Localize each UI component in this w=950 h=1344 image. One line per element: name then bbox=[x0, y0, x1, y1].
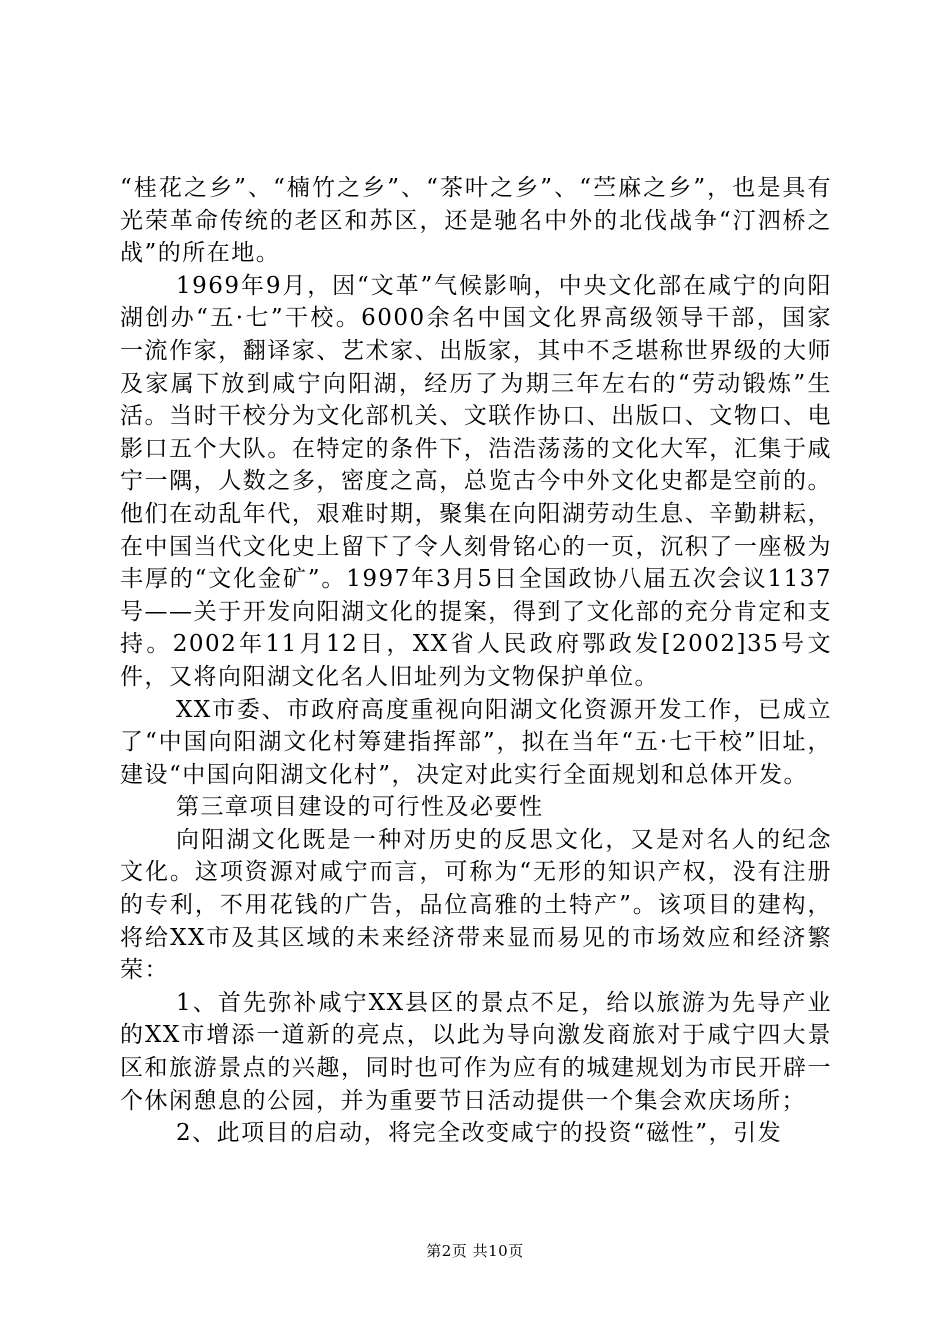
list-item-1: 1、首先弥补咸宁XX县区的景点不足，给以旅游为先导产业的XX市增添一道新的亮点，以此为导向激发商旅对于咸宁四大景区和旅游景点的兴趣，同时也可作为应有的城建规划为市民开辟一个休闲憩息的公园，并为重要节日活动提供一个集会欢庆场所； bbox=[120, 989, 832, 1114]
document-body bbox=[120, 172, 832, 1150]
chapter-heading: 第三章项目建设的可行性及必要性 bbox=[176, 794, 544, 821]
paragraph-1: “桂花之乡”、“楠竹之乡”、“茶叶之乡”、“苎麻之乡”，也是具有光荣革命传统的老区和苏区，还是驰名中外的北伐战争“汀泗桥之战”的所在地。 bbox=[120, 175, 832, 267]
paragraph-4: 向阳湖文化既是一种对历史的反思文化，又是对名人的纪念文化。这项资源对咸宁而言，可称为“无形的知识产权，没有注册的专利，不用花钱的广告，品位高雅的土特产”。该项目的建构，将给XX市及其区域的未来经济带来显而易见的市场效应和经济繁荣： bbox=[120, 826, 832, 984]
page-footer: 第2页 共10页 bbox=[426, 1242, 524, 1260]
paragraph-3: XX市委、市政府高度重视向阳湖文化资源开发工作，已成立了“中国向阳湖文化村筹建指挥部”，拟在当年“五·七干校”旧址，建设“中国向阳湖文化村”，决定对此实行全面规划和总体开发。 bbox=[120, 696, 832, 788]
paragraph-2: 1969年9月，因“文革”气候影响，中央文化部在咸宁的向阳湖创办“五·七”干校。6000余名中国文化界高级领导干部，国家一流作家，翻译家、艺术家、出版家，其中不乏堪称世界级的大师及家属下放到咸宁向阳湖，经历了为期三年左右的“劳动锻炼”生活。当时干校分为文化部机关、文联作协口、出版口、文物口、电影口五个大队。在特定的条件下，浩浩荡荡的文化大军，汇集于咸宁一隅，人数之多，密度之高，总览古今中外文化史都是空前的。他们在动乱年代，艰难时期，聚集在向阳湖劳动生息、辛勤耕耘，在中国当代文化史上留下了令人刻骨铭心的一页，沉积了一座极为丰厚的“文化金矿”。1997年3月5日全国政协八届五次会议1137号——关于开发向阳湖文化的提案，得到了文化部的充分肯定和支持。2002年11月12日，XX省人民政府鄂政发[2002]35号文件，又将向阳湖文化名人旧址列为文物保护单位。 bbox=[120, 272, 832, 690]
list-item-2: 2、此项目的启动，将完全改变咸宁的投资“磁性”，引发 bbox=[176, 1120, 783, 1147]
